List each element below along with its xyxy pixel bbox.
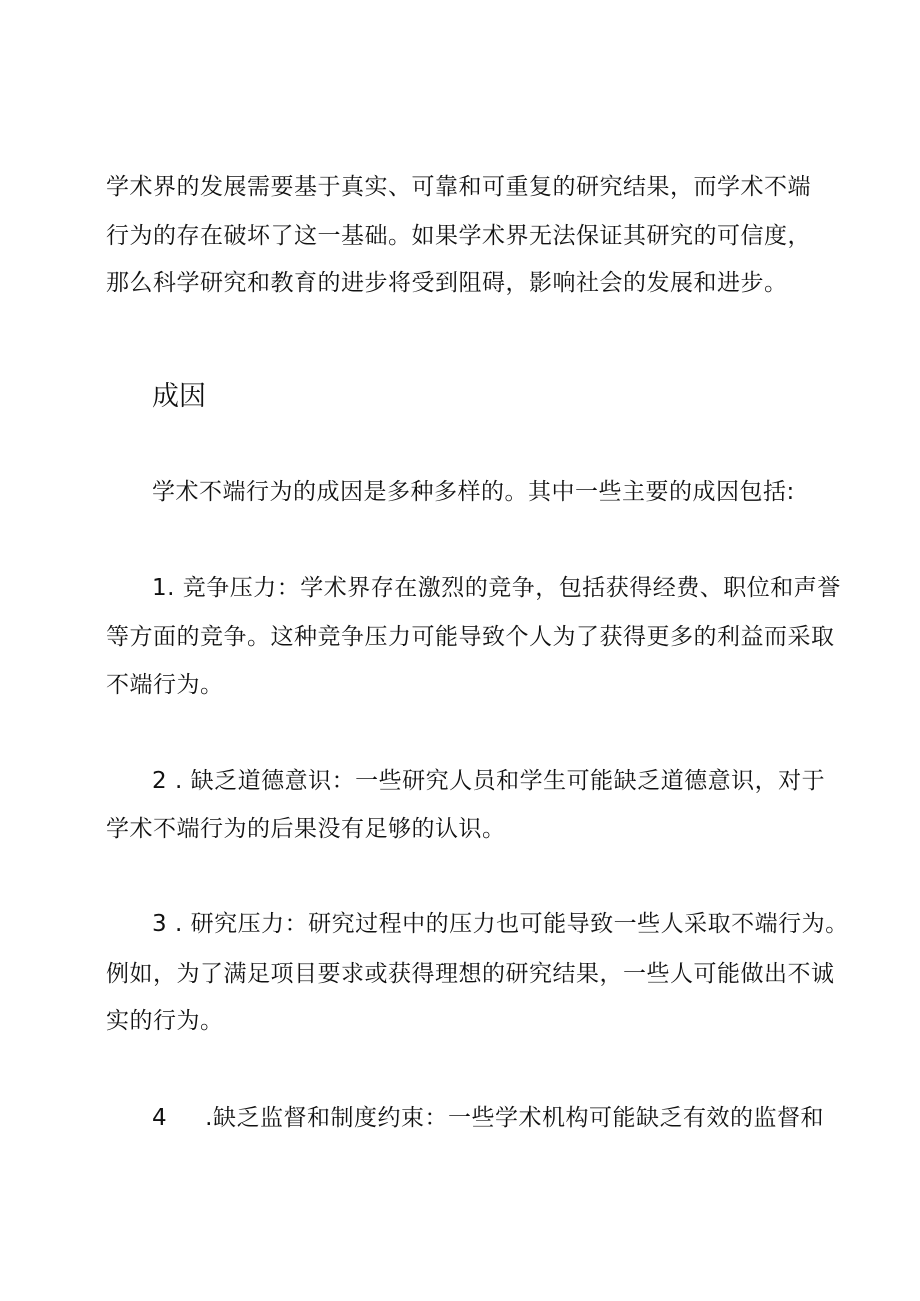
item-1-line-1: 1. 竞争压力：学术界存在激烈的竞争，包括获得经费、职位和声誉 [152, 575, 841, 601]
item-4-text: .缺乏监督和制度约束：一些学术机构可能缺乏有效的监督和 [205, 1105, 824, 1131]
item-2-line-2: 学术不端行为的后果没有足够的认识。 [106, 816, 506, 842]
item-2-line-1: 2 . 缺乏道德意识：一些研究人员和学生可能缺乏道德意识，对于 [152, 768, 826, 794]
intro-line-3: 那么科学研究和教育的进步将受到阻碍，影响社会的发展和进步。 [106, 270, 788, 296]
item-3-line-1: 3 . 研究压力：研究过程中的压力也可能导致一些人采取不端行为。 [152, 911, 849, 937]
item-1-line-2: 等方面的竞争。这种竞争压力可能导致个人为了获得更多的利益而采取 [106, 624, 835, 650]
item-4-line-1 [152, 1103, 824, 1133]
section-lead: 学术不端行为的成因是多种多样的。其中一些主要的成因包括: [152, 479, 795, 505]
intro-line-2: 行为的存在破坏了这一基础。如果学术界无法保证其研究的可信度， [106, 223, 811, 249]
item-1-line-3: 不端行为。 [106, 672, 224, 698]
item-4-number: 4 [152, 1105, 168, 1131]
section-heading: 成因 [152, 381, 206, 411]
item-3-line-3: 实的行为。 [106, 1008, 224, 1034]
intro-line-1: 学术界的发展需要基于真实、可靠和可重复的研究结果，而学术不端 [106, 174, 811, 200]
item-3-line-2: 例如，为了满足项目要求或获得理想的研究结果，一些人可能做出不诚 [106, 961, 835, 987]
